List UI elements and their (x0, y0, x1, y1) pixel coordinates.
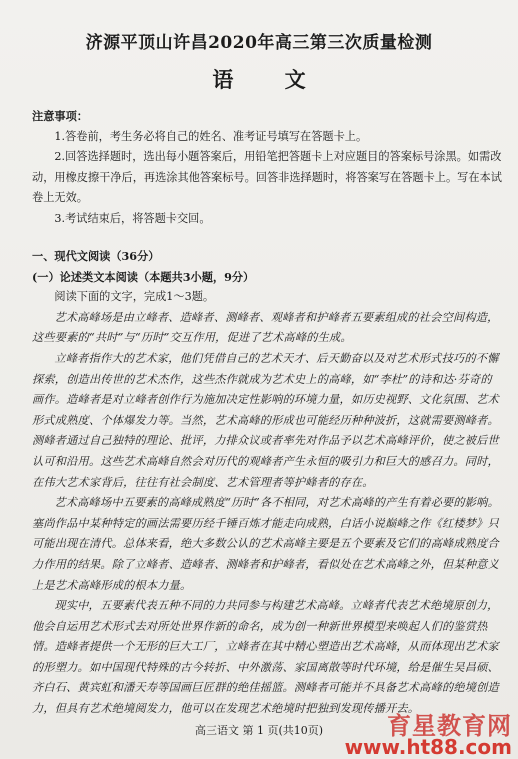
passage-paragraph: 艺术高峰场是由立峰者、造峰者、测峰者、观峰者和护峰者五要素组成的社会空间构造，这些要素的“共时”与“历时”交互作用，促进了艺术高峰的生成。 (32, 310, 499, 345)
section-heading: 一、现代文阅读（36分） (32, 249, 160, 263)
passage-paragraph: 立峰者指作大的艺术家，他们凭借自己的艺术天才、后天勤奋以及对艺术形式技巧的不懈探索，创造出传世的艺术杰作，这些杰作就成为艺术史上的高峰，如“李杜”的诗和达·芬奇的画作。造峰者是对立峰者创作行为施加决定性影响的环境力量，如历史视野、文化氛围、艺术形式成熟度、个体爆发力等。当然，艺术高峰的形成也可能经历种种波折，这就需要测峰者。测峰者通过自己独特的理论、批评，力排众议或者率先对作品予以艺术高峰评价，使之被后世认可和沿用。这些艺术高峰自然会对历代的观峰者产生永恒的吸引力和巨大的感召力。同时，在伟大艺术家背后，往往有社会制度、艺术管理者等护峰者的存在。 (32, 351, 499, 489)
notice-section (32, 106, 502, 230)
watermark-url: www.ht88.com (344, 735, 512, 759)
page-footer: 高三语文 第 1 页(共10页) (194, 724, 324, 737)
notice-item-1: 1.答卷前，考生务必将自己的姓名、准考证号填写在答题卡上。 (54, 129, 368, 143)
passage-paragraph: 现实中，五要素代表五种不同的力共同参与构建艺术高峰。立峰者代表艺术绝境原创力，他会自运用艺术形式去对所处世界作新的命名，成为创一种新世界模型来唤起人们的鉴赏热情。造峰者提供一个无形的巨大工厂，立峰者在其中精心塑造出艺术高峰，从而体现出艺术家的形塑力。如中国现代特殊的古今转折、中外激荡、家国离散等时代环境，给是催生吴昌硕、齐白石、黄宾虹和潘天寿等国画巨匠群的绝佳摇篮。测峰者可能并不具备艺术高峰的绝境创造力，但具有艺术绝境阅发力，他可以在发现艺术绝境时把独到发现传播开去。 (32, 599, 499, 716)
instruction-text: 阅读下面的文字，完成1～3题。 (54, 290, 215, 304)
subject-title: 语 文 (212, 67, 328, 92)
passage-paragraph: 艺术高峰场中五要素的高峰成熟度“历时”各不相同，对艺术高峰的产生有着必要的影响。塞尚作品中某种特定的画法需要历经千锤百炼才能走向成熟，白话小说巅峰之作《红楼梦》只可能出现在清代。总体来看，绝大多数公认的艺术高峰主要是五个要素及它们的高峰成熟度合力作用的结果。除了立峰者、造峰者、测峰者和护峰者，看似处在艺术高峰之外，但某种意义上是艺术高峰形成的根本力量。 (32, 496, 499, 592)
notice-title: 注意事项： (32, 109, 88, 123)
exam-title: 济源平顶山许昌2020年高三第三次质量检测 (85, 33, 433, 53)
notice-item-3: 3.考试结束后，将答题卡交回。 (54, 211, 211, 225)
notice-item-2: 2.回答选择题时，选出每小题答案后，用铅笔把答题卡上对应题目的答案标号涂黑。如需改动，用橡皮擦干净后，再选涂其他答案标号。回答非选择题时，将答案写在答题卡上。写在本试卷上无效。 (32, 150, 502, 205)
site-watermark (345, 706, 512, 759)
section-subheading: (一）论述类文本阅读（本题共3小题，9分） (32, 269, 255, 284)
watermark-name: 育星教育网 (387, 712, 512, 740)
reading-section (32, 246, 502, 720)
